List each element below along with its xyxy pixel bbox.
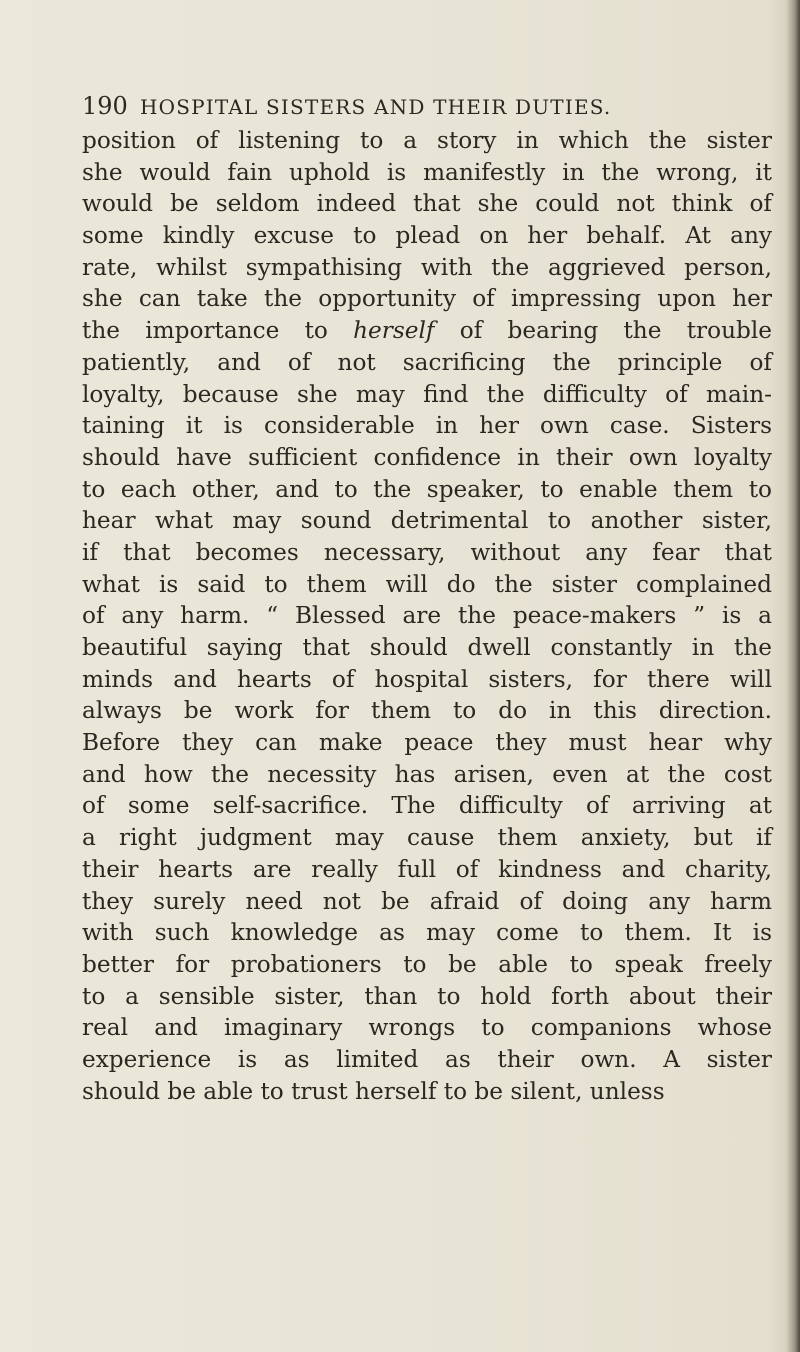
page-number: 190 [82, 92, 128, 120]
text-line: she would fain uphold is manifestly in the wrong, it [82, 158, 772, 186]
text-segment: of bearing the trouble [434, 317, 772, 345]
text-line: hear what may sound detrimental to another sister, [82, 507, 772, 535]
text-line: they surely need not be afraid of doing any harm [82, 887, 772, 915]
text-segment: the importance to [82, 317, 354, 345]
text-line: rate, whilst sympathising with the aggrieved person, [82, 253, 772, 281]
text-line: if that becomes necessary, without any fear that [82, 538, 772, 566]
text-line: position of listening to a story in which the sister [82, 127, 772, 154]
text-line: of some self-sacrifice. The difficulty of arriving at [82, 792, 772, 820]
text-line: patiently, and of not sacrificing the principle of [82, 348, 772, 376]
text-line: should be able to trust herself to be silent, unless [82, 1077, 665, 1105]
text-line: real and imaginary wrongs to companions whose [82, 1014, 772, 1042]
text-line: and how the necessity has arisen, even at the cost [82, 760, 772, 788]
text-line: some kindly excuse to plead on her behalf. At any [82, 222, 772, 250]
text-line: of any harm. “ Blessed are the peace-makers ” is a [82, 602, 772, 630]
text-line: better for probationers to be able to speak freely [82, 950, 772, 978]
text-line: loyalty, because she may find the difficulty of main- [82, 380, 772, 408]
text-line: to a sensible sister, than to hold forth about their [82, 982, 772, 1010]
text-line: their hearts are really full of kindness and charity, [82, 855, 772, 883]
running-head [82, 90, 682, 122]
italic-emphasis: herself [353, 317, 435, 345]
page-edge-shadow [786, 0, 800, 1352]
text-line: always be work for them to do in this direction. [82, 697, 772, 725]
text-line: taining it is considerable in her own case. Sisters [82, 412, 772, 440]
body-text [82, 125, 772, 1107]
text-line: with such knowledge as may come to them. It is [82, 919, 772, 947]
text-line: minds and hearts of hospital sisters, for there will [82, 665, 772, 693]
text-line: should have sufficient confidence in their own loyalty [82, 443, 772, 471]
text-line: what is said to them will do the sister complained [82, 570, 772, 598]
text-line: to each other, and to the speaker, to enable them to [82, 475, 772, 503]
text-line: experience is as limited as their own. A sister [82, 1045, 772, 1073]
text-line: a right judgment may cause them anxiety, but if [82, 824, 772, 852]
text-line: she can take the opportunity of impressing upon her [82, 285, 772, 313]
text-line: would be seldom indeed that she could not think of [82, 190, 772, 218]
text-line: beautiful saying that should dwell constantly in the [82, 634, 772, 661]
text-line [82, 315, 772, 347]
text-line: Before they can make peace they must hear why [82, 729, 772, 757]
running-title: HOSPITAL SISTERS AND THEIR DUTIES. [140, 95, 612, 119]
